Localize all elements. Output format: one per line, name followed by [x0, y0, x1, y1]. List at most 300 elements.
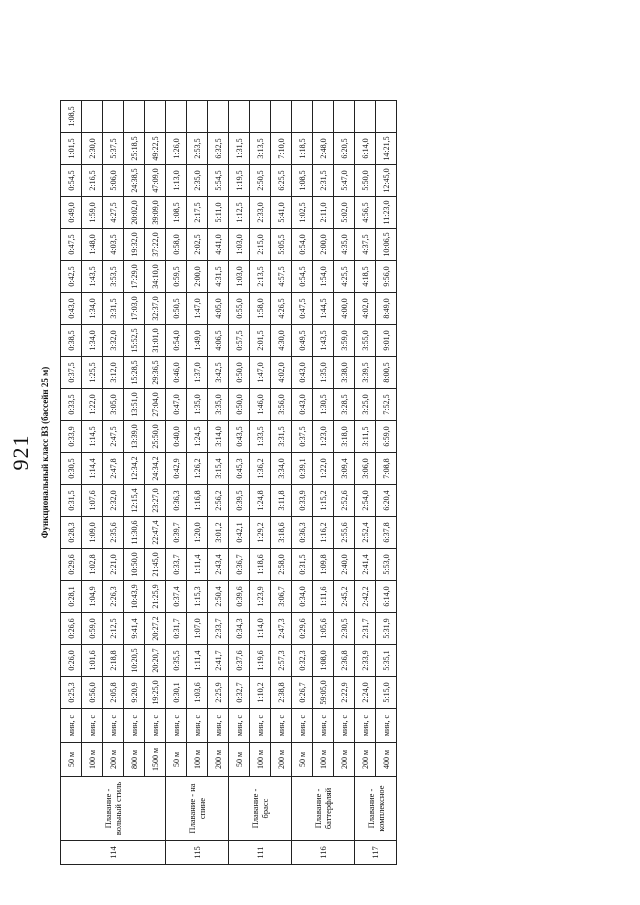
value-cell: 4:06,5 — [208, 325, 229, 357]
value-cell: 3:18,0 — [334, 421, 355, 453]
distance-cell: 50 м — [229, 743, 250, 777]
value-cell: 3:34,0 — [271, 453, 292, 485]
value-cell: 2:45,2 — [334, 581, 355, 613]
value-cell: 0:31,7 — [166, 613, 187, 645]
value-cell: 1:24,8 — [250, 485, 271, 517]
group-number: 116 — [292, 841, 355, 865]
table-row — [145, 101, 166, 865]
value-cell: 1:11,4 — [187, 645, 208, 677]
value-cell: 1:23,9 — [250, 581, 271, 613]
value-cell: 10:43,9 — [124, 581, 145, 613]
value-cell: 2:02,5 — [187, 229, 208, 261]
value-cell: 0:28,3 — [61, 517, 82, 549]
value-cell: 15:52,5 — [124, 325, 145, 357]
value-cell: 0:33,7 — [166, 549, 187, 581]
distance-cell: 100 м — [250, 743, 271, 777]
value-cell: 8:00,5 — [376, 357, 397, 389]
value-cell: 2:57,3 — [271, 645, 292, 677]
standards-table — [60, 100, 397, 865]
value-cell: 0:55,0 — [229, 293, 250, 325]
value-cell: 3:28,5 — [334, 389, 355, 421]
value-cell: 1:03,0 — [229, 261, 250, 293]
value-cell: 2:52,4 — [355, 517, 376, 549]
value-cell: 31:01,0 — [145, 325, 166, 357]
value-cell: 0:28,1 — [61, 581, 82, 613]
value-cell: 47:09,0 — [145, 165, 166, 197]
value-cell: 0:39,6 — [229, 581, 250, 613]
table-row — [103, 101, 124, 865]
value-cell: 1:07,6 — [82, 485, 103, 517]
value-cell: 9:41,4 — [124, 613, 145, 645]
value-cell: 5:35,1 — [376, 645, 397, 677]
value-cell: 0:54,5 — [292, 261, 313, 293]
value-cell: 15:28,5 — [124, 357, 145, 389]
value-cell: 0:50,5 — [166, 293, 187, 325]
value-cell: 2:17,5 — [187, 197, 208, 229]
value-cell: 4:41,0 — [208, 229, 229, 261]
value-cell: 1:22,0 — [82, 389, 103, 421]
value-cell: 0:26,0 — [61, 645, 82, 677]
value-cell: 0:32,7 — [229, 677, 250, 709]
value-cell: 6:32,5 — [208, 133, 229, 165]
value-cell: 19:32,0 — [124, 229, 145, 261]
value-cell: 14:21,5 — [376, 133, 397, 165]
distance-cell: 100 м — [187, 743, 208, 777]
value-cell: 4:35,0 — [334, 229, 355, 261]
value-cell: 0:37,5 — [292, 421, 313, 453]
value-cell: 20:20,7 — [145, 645, 166, 677]
value-cell: 8:49,0 — [376, 293, 397, 325]
unit-cell: мин, с — [355, 709, 376, 743]
value-cell: 9:01,0 — [376, 325, 397, 357]
value-cell: 17:03,0 — [124, 293, 145, 325]
value-cell: 4:02,0 — [355, 293, 376, 325]
value-cell: 29:36,5 — [145, 357, 166, 389]
value-cell: 3:06,0 — [355, 453, 376, 485]
value-cell: 3:12,0 — [103, 357, 124, 389]
value-cell: 0:47,5 — [61, 229, 82, 261]
value-cell: 2:50,5 — [250, 165, 271, 197]
value-cell: 7:52,5 — [376, 389, 397, 421]
value-cell: 3:56,0 — [271, 389, 292, 421]
value-cell: 2:54,0 — [355, 485, 376, 517]
value-cell: 1:13,0 — [166, 165, 187, 197]
value-cell: 4:30,0 — [271, 325, 292, 357]
value-cell: 0:42,9 — [166, 453, 187, 485]
value-cell: 1:10,2 — [250, 677, 271, 709]
value-cell: 1:48,0 — [82, 229, 103, 261]
value-cell: 25:50,0 — [145, 421, 166, 453]
value-cell: 0:59,5 — [166, 261, 187, 293]
value-cell: 2:15,0 — [250, 229, 271, 261]
distance-cell: 1500 м — [145, 743, 166, 777]
value-cell: 0:54,0 — [166, 325, 187, 357]
value-cell: 19:25,0 — [145, 677, 166, 709]
unit-cell: мин, с — [229, 709, 250, 743]
value-cell: 25:18,5 — [124, 133, 145, 165]
distance-cell: 200 м — [355, 743, 376, 777]
value-cell: 1:19,6 — [250, 645, 271, 677]
value-cell: 2:35,6 — [103, 517, 124, 549]
unit-cell: мин, с — [271, 709, 292, 743]
unit-cell: мин, с — [103, 709, 124, 743]
value-cell: 1:34,0 — [82, 293, 103, 325]
unit-cell: мин, с — [376, 709, 397, 743]
value-cell: 1:09,0 — [82, 517, 103, 549]
value-cell: 1:08,5 — [292, 165, 313, 197]
distance-cell: 200 м — [334, 743, 355, 777]
value-cell: 21:45,0 — [145, 549, 166, 581]
value-cell: 0:37,5 — [61, 357, 82, 389]
value-cell: 7:10,0 — [271, 133, 292, 165]
value-cell: 1:46,0 — [250, 389, 271, 421]
table-row — [250, 101, 271, 865]
value-cell: 2:13,5 — [250, 261, 271, 293]
group-number: 111 — [229, 841, 292, 865]
value-cell — [313, 101, 334, 133]
value-cell: 6:20,5 — [334, 133, 355, 165]
value-cell: 3:18,6 — [271, 517, 292, 549]
value-cell: 0:30,1 — [166, 677, 187, 709]
value-cell: 9:20,9 — [124, 677, 145, 709]
value-cell: 0:30,5 — [61, 453, 82, 485]
value-cell: 1:14,0 — [250, 613, 271, 645]
value-cell — [187, 101, 208, 133]
value-cell — [208, 101, 229, 133]
distance-cell: 800 м — [124, 743, 145, 777]
value-cell: 2:41,4 — [355, 549, 376, 581]
table-row — [229, 101, 250, 865]
value-cell: 22:47,4 — [145, 517, 166, 549]
value-cell: 0:31,5 — [61, 485, 82, 517]
value-cell: 24:34,2 — [145, 453, 166, 485]
value-cell: 0:50,0 — [229, 357, 250, 389]
value-cell: 20:02,0 — [124, 197, 145, 229]
value-cell: 3:11,8 — [271, 485, 292, 517]
unit-cell: мин, с — [292, 709, 313, 743]
value-cell: 0:29,6 — [61, 549, 82, 581]
value-cell: 2:50,4 — [208, 581, 229, 613]
unit-cell: мин, с — [124, 709, 145, 743]
value-cell: 1:14,4 — [82, 453, 103, 485]
value-cell: 3:15,4 — [208, 453, 229, 485]
table-row — [313, 101, 334, 865]
value-cell: 2:00,0 — [313, 229, 334, 261]
distance-cell: 50 м — [166, 743, 187, 777]
value-cell: 12:45,0 — [376, 165, 397, 197]
value-cell: 11:23,0 — [376, 197, 397, 229]
value-cell: 4:18,5 — [355, 261, 376, 293]
value-cell: 1:08,0 — [313, 645, 334, 677]
unit-cell: мин, с — [250, 709, 271, 743]
value-cell: 34:10,0 — [145, 261, 166, 293]
value-cell: 1:29,2 — [250, 517, 271, 549]
value-cell: 6:14,0 — [376, 581, 397, 613]
value-cell: 1:14,5 — [82, 421, 103, 453]
value-cell: 4:02,0 — [271, 357, 292, 389]
value-cell: 1:02,5 — [292, 197, 313, 229]
value-cell: 0:34,0 — [292, 581, 313, 613]
distance-cell: 100 м — [82, 743, 103, 777]
value-cell: 2:56,2 — [208, 485, 229, 517]
value-cell: 3:39,5 — [355, 357, 376, 389]
unit-cell: мин, с — [334, 709, 355, 743]
value-cell — [145, 101, 166, 133]
value-cell: 0:36,7 — [229, 549, 250, 581]
value-cell: 0:25,3 — [61, 677, 82, 709]
value-cell: 10:20,5 — [124, 645, 145, 677]
value-cell: 0:37,4 — [166, 581, 187, 613]
value-cell: 0:36,3 — [292, 517, 313, 549]
value-cell: 0:59,0 — [82, 613, 103, 645]
value-cell: 21:25,9 — [145, 581, 166, 613]
value-cell: 1:54,0 — [313, 261, 334, 293]
value-cell: 0:33,5 — [61, 389, 82, 421]
value-cell: 0:26,6 — [61, 613, 82, 645]
value-cell: 4:56,5 — [355, 197, 376, 229]
value-cell: 2:53,5 — [187, 133, 208, 165]
table-row — [82, 101, 103, 865]
value-cell: 17:29,0 — [124, 261, 145, 293]
value-cell: 1:43,5 — [313, 325, 334, 357]
value-cell: 3:25,0 — [355, 389, 376, 421]
value-cell: 1:34,0 — [82, 325, 103, 357]
value-cell: 0:40,0 — [166, 421, 187, 453]
value-cell: 2:31,7 — [355, 613, 376, 645]
value-cell: 5:41,0 — [271, 197, 292, 229]
value-cell: 1:26,0 — [166, 133, 187, 165]
value-cell: 4:31,5 — [208, 261, 229, 293]
value-cell: 49:22,5 — [145, 133, 166, 165]
unit-cell: мин, с — [187, 709, 208, 743]
value-cell — [250, 101, 271, 133]
value-cell — [334, 101, 355, 133]
value-cell: 2:47,3 — [271, 613, 292, 645]
value-cell: 0:58,0 — [166, 229, 187, 261]
value-cell: 1:58,0 — [250, 293, 271, 325]
value-cell: 1:08,5 — [61, 101, 82, 133]
value-cell: 2:05,8 — [103, 677, 124, 709]
value-cell: 1:11,4 — [187, 549, 208, 581]
value-cell: 4:25,5 — [334, 261, 355, 293]
value-cell: 59:05,0 — [313, 677, 334, 709]
value-cell: 0:49,5 — [292, 325, 313, 357]
value-cell: 1:16,8 — [187, 485, 208, 517]
value-cell: 0:37,6 — [229, 645, 250, 677]
value-cell: 11:30,6 — [124, 517, 145, 549]
value-cell: 1:35,0 — [313, 357, 334, 389]
value-cell: 0:46,0 — [166, 357, 187, 389]
table-title: Функциональный класс В3 (бассейн 25 м) — [40, 366, 50, 539]
value-cell: 1:09,8 — [313, 549, 334, 581]
value-cell: 3:14,0 — [208, 421, 229, 453]
value-cell: 0:39,1 — [292, 453, 313, 485]
value-cell: 2:48,0 — [313, 133, 334, 165]
value-cell: 3:31,5 — [103, 293, 124, 325]
table-row — [355, 101, 376, 865]
value-cell: 2:25,9 — [208, 677, 229, 709]
group-discipline: Плавание - на спине — [166, 777, 229, 841]
value-cell: 2:47,5 — [103, 421, 124, 453]
value-cell: 1:30,5 — [313, 389, 334, 421]
value-cell: 0:31,5 — [292, 549, 313, 581]
value-cell: 5:06,0 — [103, 165, 124, 197]
unit-cell: мин, с — [82, 709, 103, 743]
value-cell: 0:42,1 — [229, 517, 250, 549]
value-cell: 0:54,0 — [292, 229, 313, 261]
value-cell: 4:26,5 — [271, 293, 292, 325]
value-cell: 13:39,0 — [124, 421, 145, 453]
value-cell: 1:43,5 — [82, 261, 103, 293]
value-cell: 2:42,2 — [355, 581, 376, 613]
value-cell: 4:03,5 — [103, 229, 124, 261]
value-cell: 1:36,2 — [250, 453, 271, 485]
unit-cell: мин, с — [61, 709, 82, 743]
value-cell: 1:03,0 — [229, 229, 250, 261]
value-cell: 6:25,5 — [271, 165, 292, 197]
value-cell: 7:08,8 — [376, 453, 397, 485]
value-cell: 3:05,0 — [103, 389, 124, 421]
value-cell: 0:33,9 — [61, 421, 82, 453]
value-cell: 0:39,7 — [166, 517, 187, 549]
table-row — [376, 101, 397, 865]
value-cell: 2:43,4 — [208, 549, 229, 581]
value-cell: 1:02,8 — [82, 549, 103, 581]
value-cell: 0:33,9 — [292, 485, 313, 517]
value-cell — [271, 101, 292, 133]
value-cell: 1:59,0 — [82, 197, 103, 229]
unit-cell: мин, с — [166, 709, 187, 743]
value-cell: 0:43,0 — [292, 357, 313, 389]
value-cell: 10:06,5 — [376, 229, 397, 261]
group-discipline: Плавание - вольный стиль — [61, 777, 166, 841]
value-cell: 0:47,5 — [292, 293, 313, 325]
table-row — [124, 101, 145, 865]
value-cell: 0:50,0 — [229, 389, 250, 421]
value-cell: 1:18,6 — [250, 549, 271, 581]
value-cell: 0:47,0 — [166, 389, 187, 421]
value-cell: 12:15,4 — [124, 485, 145, 517]
distance-cell: 400 м — [376, 743, 397, 777]
value-cell: 2:40,0 — [334, 549, 355, 581]
value-cell: 0:43,5 — [229, 421, 250, 453]
value-cell: 0:32,3 — [292, 645, 313, 677]
value-cell: 1:11,6 — [313, 581, 334, 613]
value-cell: 3:11,5 — [355, 421, 376, 453]
value-cell: 1:47,0 — [250, 357, 271, 389]
value-cell: 2:01,5 — [250, 325, 271, 357]
table-row — [187, 101, 208, 865]
value-cell: 5:05,5 — [271, 229, 292, 261]
value-cell: 0:43,0 — [61, 293, 82, 325]
value-cell: 2:16,5 — [82, 165, 103, 197]
value-cell: 5:50,0 — [355, 165, 376, 197]
value-cell: 0:42,5 — [61, 261, 82, 293]
group-discipline: Плавание - баттерфляй — [292, 777, 355, 841]
value-cell: 5:54,5 — [208, 165, 229, 197]
value-cell: 1:01,5 — [61, 133, 82, 165]
value-cell: 2:30,5 — [334, 613, 355, 645]
group-number: 114 — [61, 841, 166, 865]
value-cell: 3:09,4 — [334, 453, 355, 485]
value-cell: 1:22,0 — [313, 453, 334, 485]
value-cell: 5:11,0 — [208, 197, 229, 229]
value-cell: 1:33,5 — [250, 421, 271, 453]
value-cell — [166, 101, 187, 133]
value-cell: 1:15,2 — [313, 485, 334, 517]
value-cell — [103, 101, 124, 133]
value-cell: 27:04,0 — [145, 389, 166, 421]
value-cell: 1:18,5 — [292, 133, 313, 165]
value-cell: 5:47,0 — [334, 165, 355, 197]
value-cell: 2:33,7 — [208, 613, 229, 645]
value-cell: 1:07,0 — [187, 613, 208, 645]
group-number: 115 — [166, 841, 229, 865]
value-cell: 2:26,3 — [103, 581, 124, 613]
value-cell — [124, 101, 145, 133]
value-cell: 3:32,0 — [103, 325, 124, 357]
value-cell: 1:31,5 — [229, 133, 250, 165]
value-cell: 2:32,0 — [103, 485, 124, 517]
value-cell: 1:04,9 — [82, 581, 103, 613]
value-cell: 4:37,5 — [355, 229, 376, 261]
value-cell: 3:35,0 — [208, 389, 229, 421]
group-number: 117 — [355, 841, 397, 865]
value-cell: 2:47,8 — [103, 453, 124, 485]
value-cell: 1:05,6 — [313, 613, 334, 645]
value-cell: 3:06,7 — [271, 581, 292, 613]
value-cell: 0:54,5 — [61, 165, 82, 197]
value-cell: 2:52,6 — [334, 485, 355, 517]
value-cell: 5:15,0 — [376, 677, 397, 709]
table-row — [166, 101, 187, 865]
value-cell: 5:31,9 — [376, 613, 397, 645]
value-cell: 3:53,5 — [103, 261, 124, 293]
value-cell: 1:12,5 — [229, 197, 250, 229]
table-row — [334, 101, 355, 865]
value-cell: 0:38,5 — [61, 325, 82, 357]
value-cell: 3:38,0 — [334, 357, 355, 389]
value-cell: 0:35,5 — [166, 645, 187, 677]
value-cell: 5:02,0 — [334, 197, 355, 229]
table-row — [292, 101, 313, 865]
page-number: 921 — [8, 434, 33, 471]
value-cell — [229, 101, 250, 133]
unit-cell: мин, с — [208, 709, 229, 743]
value-cell: 9:56,0 — [376, 261, 397, 293]
value-cell: 3:55,0 — [355, 325, 376, 357]
value-cell: 2:33,9 — [355, 645, 376, 677]
value-cell: 2:55,6 — [334, 517, 355, 549]
value-cell: 1:15,3 — [187, 581, 208, 613]
value-cell: 2:33,0 — [250, 197, 271, 229]
value-cell: 1:25,5 — [82, 357, 103, 389]
value-cell: 12:34,2 — [124, 453, 145, 485]
value-cell: 5:53,0 — [376, 549, 397, 581]
value-cell: 6:37,8 — [376, 517, 397, 549]
group-discipline: Плавание - брасс — [229, 777, 292, 841]
value-cell — [82, 101, 103, 133]
value-cell: 2:41,7 — [208, 645, 229, 677]
value-cell: 2:24,0 — [355, 677, 376, 709]
value-cell: 0:45,3 — [229, 453, 250, 485]
value-cell: 1:16,2 — [313, 517, 334, 549]
value-cell: 2:22,9 — [334, 677, 355, 709]
value-cell: 2:36,8 — [334, 645, 355, 677]
value-cell: 13:51,0 — [124, 389, 145, 421]
value-cell: 0:26,7 — [292, 677, 313, 709]
value-cell — [292, 101, 313, 133]
